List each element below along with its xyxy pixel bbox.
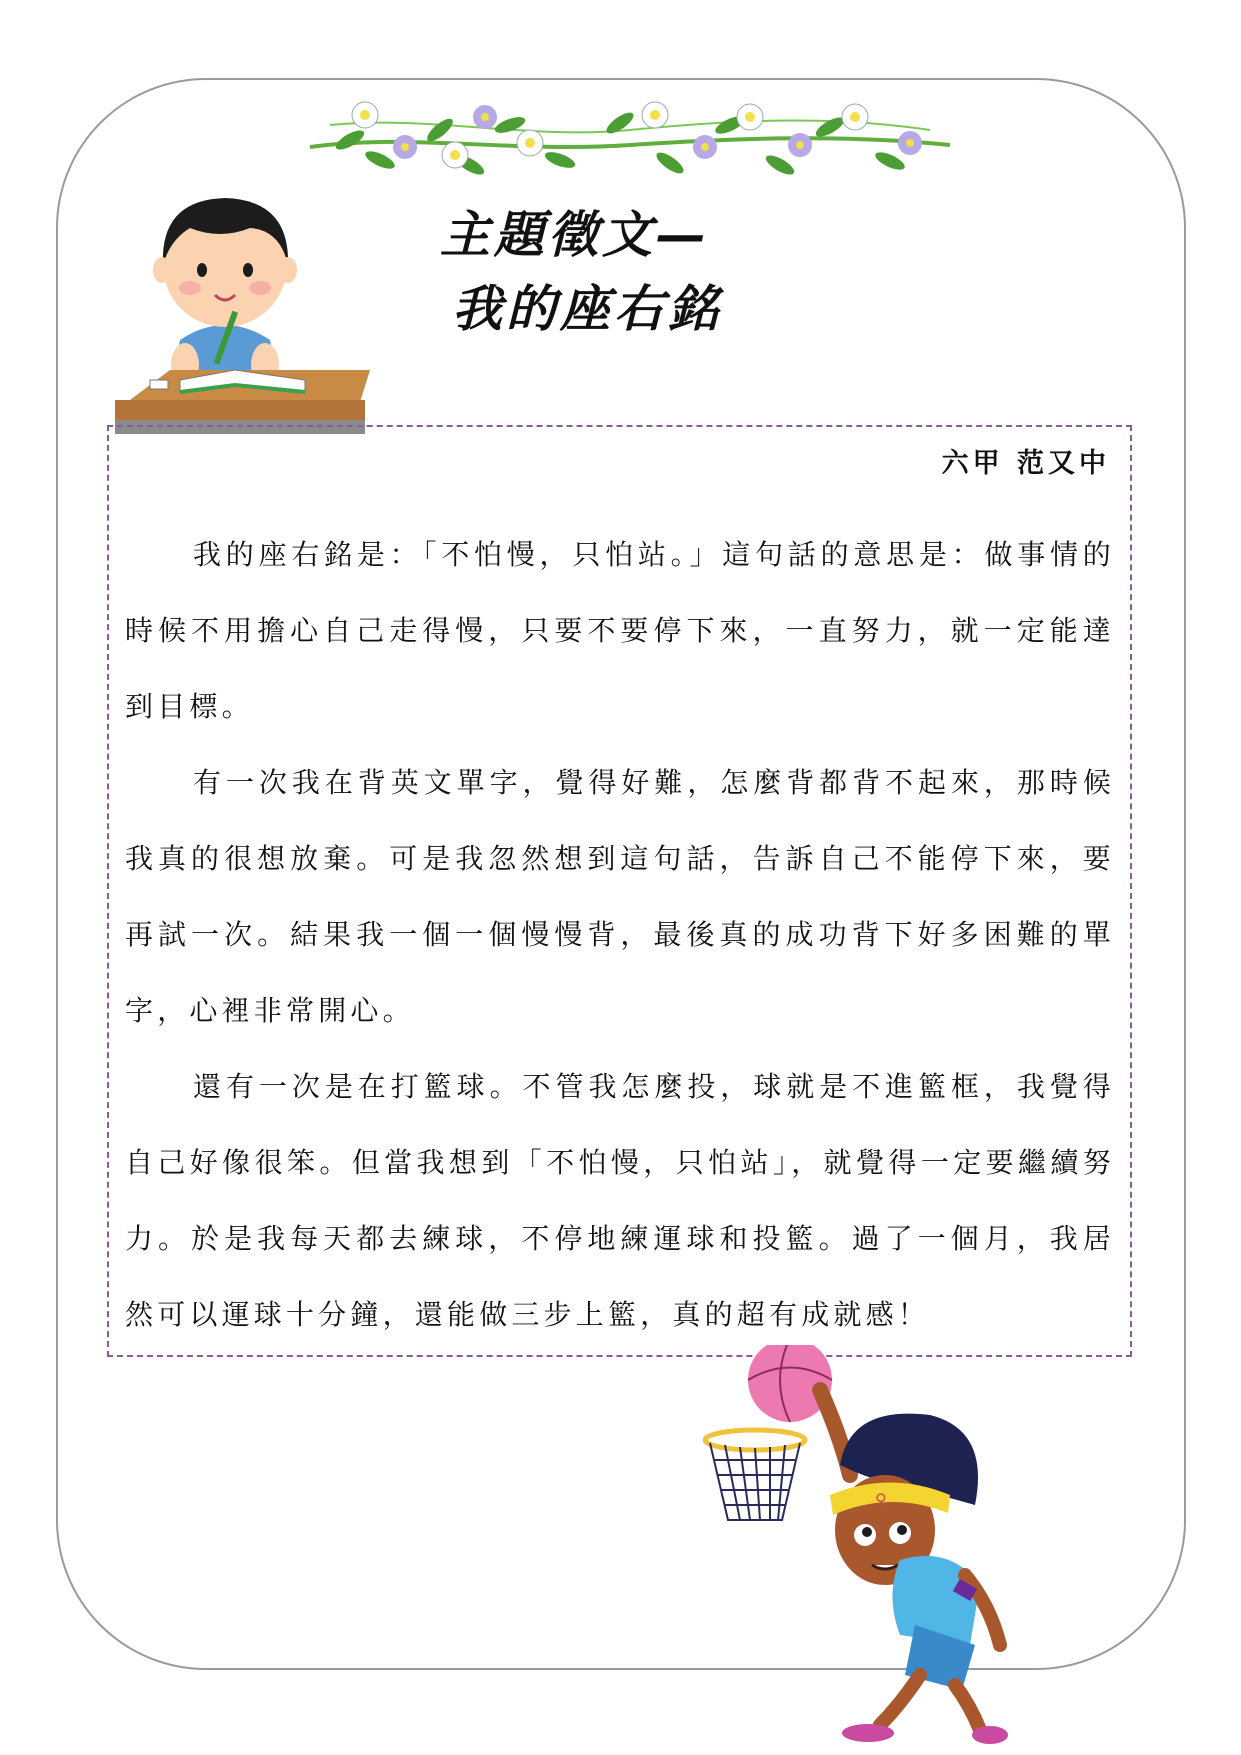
author-label: 六甲 范又中	[941, 448, 1110, 479]
essay-body	[125, 517, 1115, 1353]
paragraph-2: 有一次我在背英文單字，覺得好難，怎麼背都背不起來，那時候我真的很想放棄。可是我忽然想到這句話，告訴自己不能停下來，要再試一次。結果我一個一個慢慢背，最後真的成功背下好多困難的單字，心裡非常開心。	[125, 766, 1115, 1027]
paragraph-1: 我的座右銘是：「不怕慢，只怕站。」這句話的意思是：做事情的時候不用擔心自己走得慢，只要不要停下來，一直努力，就一定能達到目標。	[125, 538, 1115, 723]
essay-box	[107, 425, 1132, 1357]
page-title	[440, 198, 840, 346]
title-line-1: 主題徵文—	[440, 206, 710, 264]
title-line-2: 我的座右銘	[452, 280, 722, 338]
paragraph-3: 還有一次是在打籃球。不管我怎麼投，球就是不進籃框，我覺得自己好像很笨。但當我想到「不怕慢，只怕站」，就覺得一定要繼續努力。於是我每天都去練球，不停地練運球和投籃。過了一個月，我居然可以運球十分鐘，還能做三步上籃，真的超有成就感！	[125, 1070, 1115, 1331]
basketball-player-illustration	[700, 1345, 1100, 1745]
svg-text:♀: ♀	[875, 1490, 887, 1509]
